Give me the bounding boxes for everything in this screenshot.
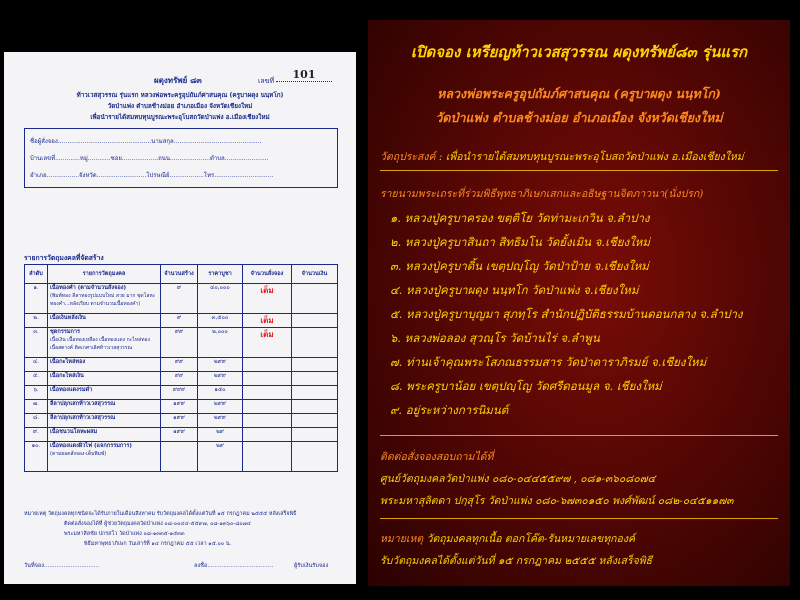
row-no: ๔. (25, 358, 48, 372)
row-qty (161, 442, 198, 472)
row-item-label: เนื้อทองคำ (ตามจำนวนสั่งจอง) (50, 285, 126, 291)
monk-list-item: ๒. หลวงปู่ครูบาสินถา สิทธิมโน วัดยั้งเมิน จ.เชียงใหม่ (390, 235, 650, 249)
monk-list-item: ๕. หลวงปู่ครูบาบุญมา สุภทฺโร สำนักปฏิบัติธรรมบ้านดอนกลาง จ.ลำปาง (390, 307, 743, 321)
monk-list-item: ๖. หลวงพ่อลอง สุวณฺโร วัดบ้านไร่ จ.ลำพูน (390, 331, 600, 345)
row-item (48, 328, 161, 358)
row-no: ๑. (25, 284, 48, 314)
row-qty: ๙๙ (161, 358, 198, 372)
row-item (48, 372, 161, 386)
row-item (48, 284, 161, 314)
form-number-value: 101 (276, 68, 332, 82)
row-item-sub: (ตามยอดสั่งจอง-เต็มพิมพ์) (50, 451, 107, 457)
form-header-line-3: เพื่อนำรายได้สมทบทุนบูรณะพระอุโบสถวัดป่าแพ่ง อ.เมืองเชียงใหม่ (90, 114, 270, 121)
separator-2 (380, 435, 778, 436)
row-price: ๑๕๐ (198, 386, 243, 400)
order-form (4, 52, 356, 584)
table-row (25, 428, 338, 442)
table-row (25, 386, 338, 400)
sign-date[interactable]: วันที่จอง............................... (24, 563, 100, 569)
row-amount[interactable] (292, 358, 338, 372)
monk-list-item: ๙. อยู่ระหว่างการนิมนต์ (390, 403, 509, 417)
row-qty: ๑๙๙ (161, 428, 198, 442)
row-item (48, 414, 161, 428)
field-address[interactable]: บ้านเลขที่.............หมู่............ซอย...................ถนน.....................ตำบล....................... (30, 155, 269, 162)
row-item-label: เนื้อเงินหลังเงิน (50, 315, 86, 321)
col-no: ลำดับ (25, 265, 48, 284)
row-item-label: เนื้อกะไหล่เงิน (50, 373, 84, 379)
announce-title: เปิดจอง เหรียญท้าวเวสสุวรรณ ผดุงทรัพย์๘๓ รุ่นแรก (410, 43, 748, 61)
row-no: ๒. (25, 314, 48, 328)
purpose-text: : เพื่อนำรายได้สมทบทุนบูรณะพระอุโบสถวัดป่าแพ่ง อ.เมืองเชียงใหม่ (435, 151, 744, 163)
row-item-sub: เนื้อเงิน เนื้อทองเหลือง เนื้อทองแดง กะไหล่ทอง เนื้อสตางค์ ติดเกศาเลิศท้าวเวสสุวรรณ (50, 337, 150, 351)
row-status[interactable] (243, 414, 292, 428)
form-note-1: หมายเหตุ วัตถุมงคลทุกชนิดจะได้รับภายในเดือนสิงหาคม รับวัตถุมงคลได้ตั้งแต่วันที่ ๑๕ กรกฎาคม ๒๕๕๕ หลังเสร็จพิธี (24, 511, 297, 517)
row-item-label: เนื้อชนวนโลหะผสม (50, 429, 98, 435)
table-row (25, 372, 338, 386)
sign-receiver: ผู้รับเงินรับจอง (294, 563, 329, 569)
row-qty: ๙ (161, 314, 198, 328)
separator-3 (380, 518, 778, 519)
row-status[interactable] (243, 400, 292, 414)
row-no: ๓. (25, 328, 48, 358)
row-item-label: ชุดกรรมการ (50, 329, 81, 335)
row-item-label: เนื้อทองแดงรมดำ (50, 387, 93, 393)
row-price: ๓,๕๐๐ (198, 314, 243, 328)
row-no: ๖. (25, 386, 48, 400)
row-qty: ๙๙ (161, 372, 198, 386)
row-price: ๒,๐๐๐ (198, 328, 243, 358)
row-qty: ๑๙๙ (161, 400, 198, 414)
row-status[interactable] (243, 428, 292, 442)
items-table (24, 264, 338, 472)
row-amount[interactable] (292, 400, 338, 414)
form-header-line-2: วัดป่าแพ่ง ตำบลช้างม่อย อำเภอเมือง จังหวัดเชียงใหม่ (107, 103, 253, 110)
row-item-sub: (พิมพ์ทอง ลีลาทองรูปแบบใหม่ สวย มาก ชุดโลหะทองคำ...หลังเรียบ ตามจำนวนเนื้อทองคำ) (50, 293, 156, 307)
row-item (48, 386, 161, 400)
note-label: หมายเหตุ (380, 533, 424, 545)
monk-list-item: ๗. ท่านเจ้าคุณพระโสภณธรรมสาร วัดป่าดาราภิรมย์ จ.เชียงใหม่ (390, 355, 707, 369)
row-price: ๔๐,๐๐๐ (198, 284, 243, 314)
row-status[interactable] (243, 442, 292, 472)
row-no: ๑๐. (25, 442, 48, 472)
row-no: ๘. (25, 414, 48, 428)
row-amount[interactable] (292, 314, 338, 328)
row-price: ๒๙ (198, 428, 243, 442)
sign-name[interactable]: ลงชื่อ..................................... (194, 563, 274, 569)
col-price: ราคาบูชา (198, 265, 243, 284)
note-line-2: รับวัตถุมงคลได้ตั้งแต่วันที่ ๑๕ กรกฎาคม ๒๕๕๕ หลังเสร็จพิธี (380, 555, 653, 567)
announce-monk: หลวงพ่อพระครูอุปถัมภ์ศาสนคุณ (ครูบาผดุง นนฺทโก) (437, 86, 721, 101)
form-note-3: พระมหาสิลชัย ปกรสโว วัดป่าแพ่ง ๐๘-๑๓๓๕-๑๕๓๓ (64, 531, 185, 537)
purpose-line (380, 148, 744, 165)
note-text-1: วัตถุมงคลทุกเนื้อ ตอกโค๊ต-รันหมายเลขทุกองค์ (423, 533, 635, 545)
row-qty: ๙ (161, 284, 198, 314)
monk-list-item: ๔. หลวงปู่ครูบาผดุง นนฺทโก วัดป่าแพ่ง จ.เชียงใหม่ (390, 283, 639, 297)
row-qty: ๑๙๙ (161, 414, 198, 428)
row-item-label: เนื้อทองแดงผิวไฟ (แจกกรรมการ) (50, 443, 132, 449)
row-price: ๒๙๙ (198, 372, 243, 386)
col-item: รายการวัตถุมงคล (48, 265, 161, 284)
field-name[interactable]: ชื่อผู้สั่งจอง.................................................นามสกุล.............................................. (30, 138, 262, 145)
row-no: ๗. (25, 400, 48, 414)
row-amount[interactable] (292, 414, 338, 428)
table-row (25, 284, 338, 314)
row-item-label: เนื้อกะไหล่ทอง (50, 359, 86, 365)
row-amount[interactable] (292, 328, 338, 358)
row-amount[interactable] (292, 386, 338, 400)
announcement-panel (368, 20, 790, 586)
row-item-label: ลีลาปลุกเสกท้าวเวสสุวรรณ (50, 415, 116, 421)
row-price: ๒๙๙ (198, 400, 243, 414)
note-line-1 (380, 530, 635, 547)
row-status[interactable]: เต็ม (243, 314, 292, 328)
row-status[interactable] (243, 358, 292, 372)
row-item (48, 358, 161, 372)
row-status[interactable] (243, 372, 292, 386)
col-order: จำนวนสั่งจอง (243, 265, 292, 284)
row-amount[interactable] (292, 372, 338, 386)
table-row (25, 442, 338, 472)
row-price: ๒๙๙ (198, 358, 243, 372)
row-amount[interactable] (292, 284, 338, 314)
table-row (25, 314, 338, 328)
row-item (48, 442, 161, 472)
row-amount[interactable] (292, 428, 338, 442)
row-status[interactable] (243, 386, 292, 400)
row-item (48, 400, 161, 414)
form-number-label: เลขที่ (258, 77, 275, 85)
row-no: ๙. (25, 428, 48, 442)
row-item (48, 314, 161, 328)
row-item (48, 428, 161, 442)
contact-line-2: พระมหาสุลิตดา ปกฺสุโร วัดป่าแพ่ง ๐๘๐-๖๗๓๐๑๕๐ พงศ์พัฒน์ ๐๘๒-๐๔๕๑๑๗๓ (380, 495, 734, 507)
row-qty: ๙๙๙ (161, 386, 198, 400)
monk-list-item: ๓. หลวงปู่ครูบาดิ้น เขตฺปญฺโญ วัดป่าป้าย จ.เชียงใหม่ (390, 259, 649, 273)
field-district[interactable]: อำเภอ.................จังหวัด..........................โปรษณีย์..................โทร............................... (30, 172, 274, 179)
row-status[interactable]: เต็ม (243, 284, 292, 314)
monk-list-item: ๘. พระครูบาน้อย เขตฺปญฺโญ วัดศรีดอนมูล จ. เชียงใหม่ (390, 379, 662, 393)
row-price: ๒๙ (198, 442, 243, 472)
purpose-label: วัตถุประสงค์ (380, 151, 436, 163)
table-row (25, 400, 338, 414)
col-amount: จำนวนเงิน (292, 265, 338, 284)
items-section-title: รายการวัตถุมงคลที่จัดสร้าง (24, 254, 104, 262)
col-qty: จำนวนสร้าง (161, 265, 198, 284)
monk-list-item: ๑. หลวงปู่ครูบาครอง ขตฺติโย วัดท่ามะเกวิน จ.ลำปาง (390, 211, 650, 225)
row-amount[interactable] (292, 442, 338, 472)
row-status[interactable]: เต็ม (243, 328, 292, 358)
row-qty: ๙๙ (161, 328, 198, 358)
form-title: ผดุงทรัพย์ ๘๓ (154, 76, 202, 85)
row-price: ๒๙๙ (198, 414, 243, 428)
row-item-label: ลีลาปลุกเสกท้าวเวสสุวรรณ (50, 401, 116, 407)
row-no: ๕. (25, 372, 48, 386)
table-row (25, 358, 338, 372)
separator-1 (380, 170, 778, 171)
form-header-line-1: ท้าวเวสสุวรรณ รุ่นแรก หลวงพ่อพระครูอุปถัมภ์ศาสนคุณ (ครูบาผดุง นนฺทโก) (76, 92, 284, 99)
monk-list-title: รายนามพระเถระที่ร่วมพิธีพุทธาภิเษกเสกและอธิษฐานจิตภาวนา(นั่งปรก) (380, 188, 704, 200)
form-note-4: พิธีมหาพุทธาภิเษก วันเสาร์ที่ ๑๔ กรกฎาคม ๕๕ เวลา ๑๕.๐๐ น. (84, 541, 232, 547)
contact-title: ติดต่อสั่งจองสอบถามได้ที่ (380, 451, 494, 463)
announce-temple: วัดป่าแพ่ง ตำบลช้างม่อย อำเภอเมือง จังหวัดเชียงใหม่ (435, 110, 723, 125)
table-row (25, 414, 338, 428)
table-row (25, 328, 338, 358)
form-note-2: ติดต่อสั่งจองได้ที่ ผู้ช่วยวัตถุมงคลวัดป่าแพ่ง ๐๘-๐๐๔๔-๕๕๙๗, ๐๘-๑๓๖๐-๘๐๗๔ (64, 521, 251, 527)
contact-line-1: ศูนย์วัตถุมงคลวัดป่าแพ่ง ๐๘๐-๐๔๔๕๕๙๗ , ๐๘๑-๓๖๐๘๐๗๔ (380, 473, 656, 485)
